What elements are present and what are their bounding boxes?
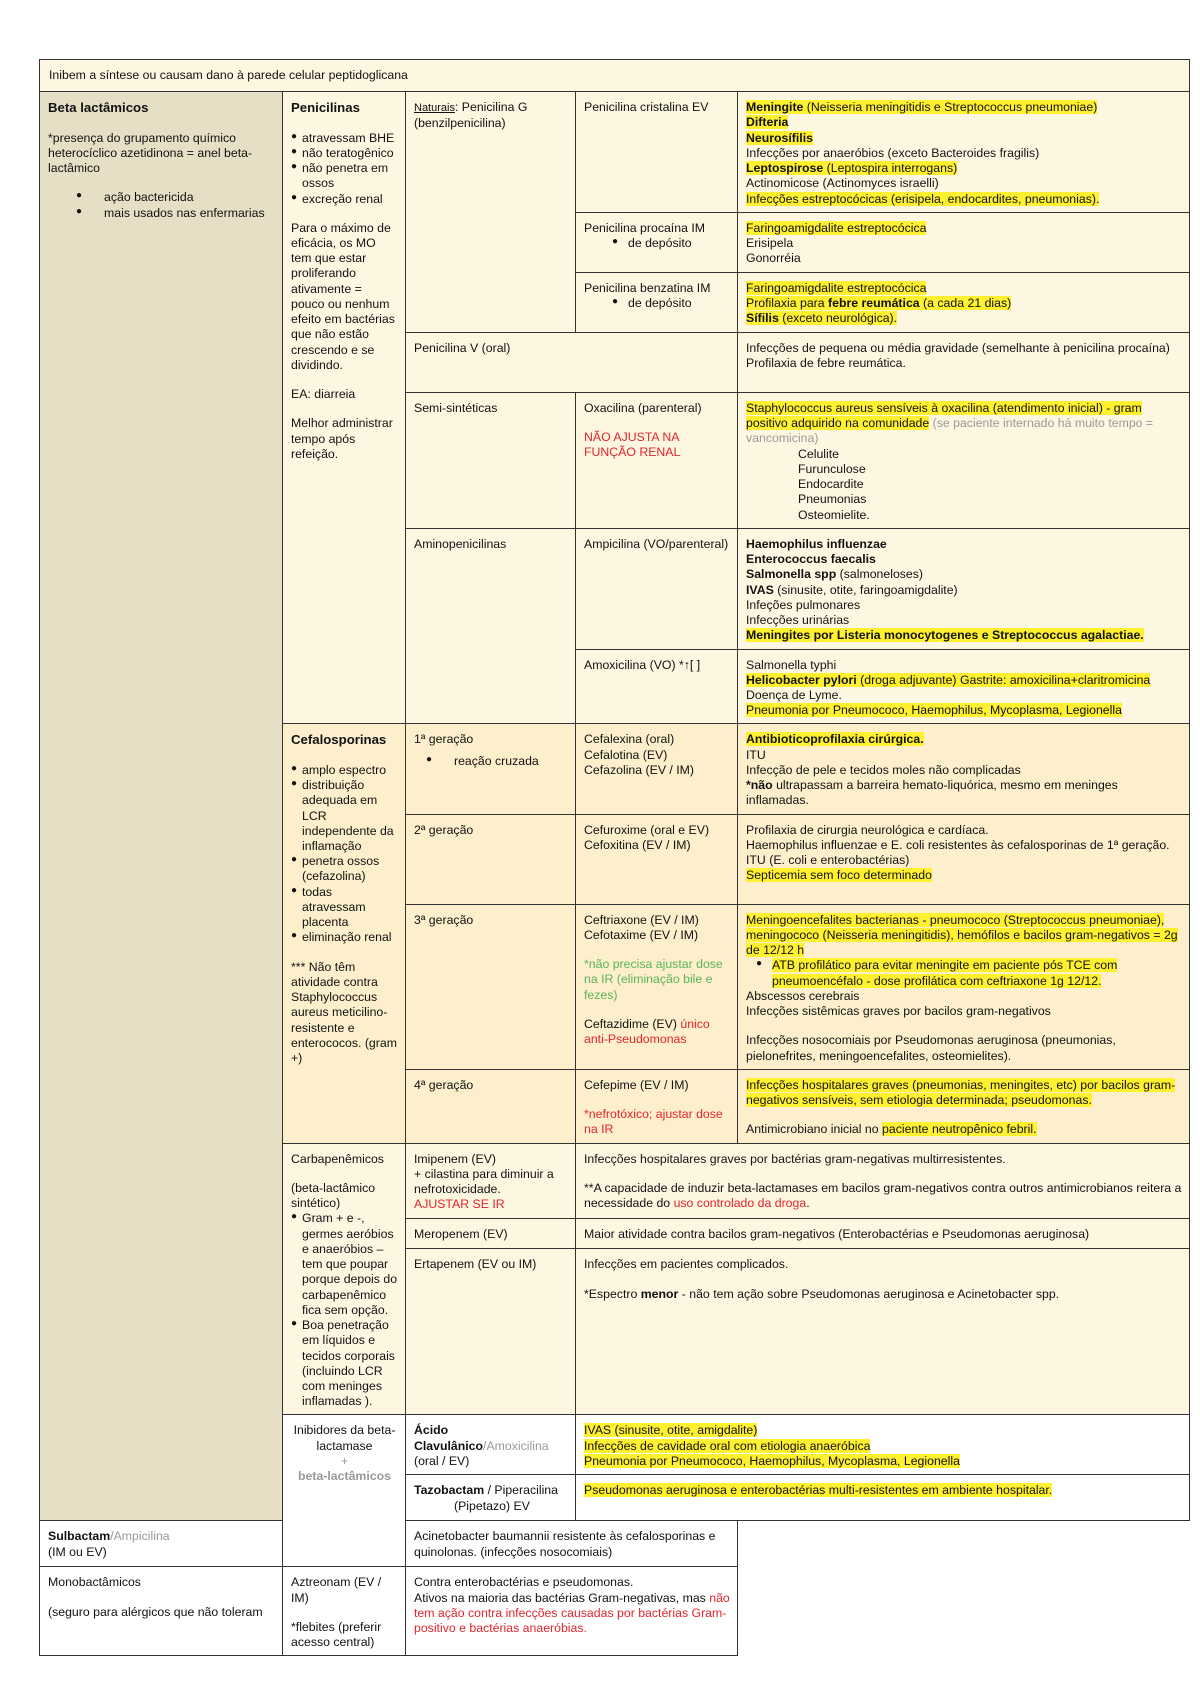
drug-note: (Pipetazo) EV: [454, 1498, 530, 1513]
indication-text: Haemophilus influenzae e E. coli resistentes às cefalosporinas de 1ª geração.: [746, 837, 1170, 852]
drug-cell: [576, 92, 738, 213]
indication-cell: [738, 212, 1190, 272]
drug-cell: [576, 272, 738, 332]
drug-cell: [406, 1249, 576, 1415]
drug-name: Ceftazidime (EV): [584, 1016, 681, 1031]
highlight-text: (a cada 21 dias): [919, 296, 1012, 311]
list-item: ● atravessam BHE: [291, 131, 398, 146]
indication-cell: [738, 528, 1190, 649]
table-row: [40, 92, 1190, 213]
highlight-text: Infecções hospitalares graves (pneumonias, meningites, etc) por bacilos gram-negativos sensíveis, sem etiologia determinada; pseudomonas.: [746, 1077, 1176, 1107]
drug-cell: [576, 1069, 738, 1143]
carbapenemicos-title: Carbapenêmicos: [291, 1151, 384, 1166]
indication-cell: [406, 1521, 738, 1567]
indication-cell: [738, 724, 1190, 814]
highlight-text: Difteria: [746, 115, 789, 130]
generation-cell: [406, 724, 576, 814]
highlight-text: Staphylococcus aureus sensíveis à oxacilina (atendimento inicial) - gram positivo adquirido na comunidade: [746, 400, 1142, 431]
drug-name: Cefuroxime (oral e EV): [584, 822, 710, 837]
header-cell: [40, 60, 1190, 92]
list-item: ● eliminação renal: [291, 930, 398, 945]
indication-text: Infecções sistêmicas graves por bacilos gram-negativos: [746, 1004, 1051, 1019]
drug-cell: [406, 1143, 576, 1218]
class-cell: [406, 392, 576, 528]
highlight-text: Sífilis: [746, 311, 779, 326]
naturais-label: Naturais: [414, 102, 455, 115]
indication-text: **A capacidade de induzir beta-lactamases em bacilos gram-negativos contra outros antimicrobianos reitera a necessidade do: [584, 1180, 1182, 1211]
drug-name: Cefazolina (EV / IM): [584, 762, 695, 777]
naturais-text: : Penicilina G (benzilpenicilina): [414, 100, 528, 130]
class-name: Aminopenicilinas: [414, 536, 507, 551]
indication-text: Actinomicose (Actinomyces israelli): [746, 176, 939, 191]
list-item: ● ação bactericida: [48, 190, 275, 205]
drug-name: Oxacilina (parenteral): [584, 400, 702, 415]
drug-note: (IM ou EV): [48, 1544, 107, 1559]
list-item: Celulite: [798, 446, 840, 461]
drug-cell: [576, 392, 738, 528]
drug-name: Penicilina benzatina IM: [584, 280, 711, 295]
highlight-text: Helicobacter pylori: [746, 672, 857, 687]
list-item: Osteomielite.: [798, 507, 870, 522]
highlight-text: Neurosífilis: [746, 130, 813, 145]
antibiotics-table: [39, 59, 1190, 1656]
generation-cell: [406, 904, 576, 1069]
list-item: Endocardite: [798, 477, 864, 492]
list-item: ● mais usados nas enfermarias: [48, 206, 275, 221]
beta-lactam-cell: [40, 92, 283, 1521]
indication-text: Profilaxia de febre reumática.: [746, 356, 906, 371]
warning-text: único anti-Pseudomonas: [584, 1016, 710, 1047]
indication-text: ITU (E. coli e enterobactérias): [746, 853, 910, 868]
generation-sublist: [398, 754, 568, 769]
highlight-text: Pseudomonas aeruginosa e enterobactérias multi-resistentes em ambiente hospitalar.: [584, 1483, 1053, 1498]
highlight-text: IVAS (sinusite, otite, amigdalite): [584, 1423, 758, 1438]
indication-text: Doença de Lyme.: [746, 687, 842, 702]
indication-text: *não: [746, 778, 773, 793]
penicilinas-cell: [283, 92, 406, 724]
drug-cell: [406, 1475, 576, 1521]
generation-name: 4ª geração: [414, 1077, 474, 1092]
indication-text: Maior atividade contra bacilos gram-negativos (Enterobactérias e Pseudomonas aeruginosa): [584, 1227, 1090, 1242]
drug-name: Ampicilina (VO/parenteral): [584, 536, 729, 551]
drug-sublist: [584, 296, 730, 311]
highlight-text: Profilaxia para: [746, 296, 829, 311]
generation-name: 1ª geração: [414, 732, 474, 747]
drug-name: Imipenem (EV): [414, 1151, 497, 1166]
indication-cell: [738, 392, 1190, 528]
inibidores-title: Inibidores da beta-lactamase: [293, 1423, 396, 1453]
indication-cell: [576, 1219, 1190, 1249]
list-item: ● excreção renal: [291, 192, 398, 207]
indication-text: - não tem ação sobre Pseudomonas aeruginosa e Acinetobacter spp.: [678, 1286, 1060, 1301]
highlight-text: ATB profilático para evitar meningite em paciente pós TCE com pneumoencéfalo - dose profilática com ceftriaxone 1g 12/12.: [772, 958, 1118, 988]
list-item: ● Gram + e -, germes aeróbios e anaeróbios – tem que poupar porque depois do carbapenêmico fica sem opção.: [291, 1211, 398, 1318]
list-item: ● não penetra em ossos: [291, 161, 398, 191]
indication-text: Infecções urinárias: [746, 613, 850, 628]
drug-name: Sulbactam: [48, 1529, 111, 1544]
indication-text: Ativos na maioria das bactérias Gram-negativas, mas: [414, 1590, 710, 1605]
grey-text: /Ampicilina: [110, 1529, 170, 1544]
penicilinas-ea: EA: diarreia: [291, 387, 356, 402]
indication-sublist: [728, 958, 1182, 988]
indication-cell: [576, 1475, 1190, 1521]
warning-text: NÃO AJUSTA NA FUNÇÃO RENAL: [584, 430, 681, 460]
grey-text: +: [340, 1453, 349, 1468]
list-item: ● não teratogênico: [291, 146, 398, 161]
highlight-text: Pneumonia por Pneumococo, Haemophilus, Mycoplasma, Legionella: [746, 703, 1122, 718]
highlight-text: Septicemia sem foco determinado: [746, 868, 932, 883]
list-item: Pneumonias: [798, 492, 867, 507]
cefalosporinas-note: *** Não têm atividade contra Staphylococcus aureus meticilino-resistente e enterococos. (gram +): [291, 959, 397, 1066]
highlight-text: Antibioticoprofilaxia cirúrgica.: [746, 732, 924, 747]
grey-text: /Amoxicilina: [483, 1438, 549, 1453]
highlight-text: paciente neutropênico febril.: [882, 1122, 1037, 1137]
indication-text: Infeções pulmonares: [746, 597, 861, 612]
drug-cell: [576, 212, 738, 272]
indication-text: Infecções hospitalares graves por bactérias gram-negativas multirresistentes.: [584, 1151, 1006, 1166]
inibidores-cell: [283, 1415, 406, 1567]
highlight-text: Meningites por Listeria monocytogenes e Streptococcus agalactiae.: [746, 628, 1144, 643]
indication-cell: [406, 1567, 738, 1656]
indication-text: .: [806, 1196, 810, 1211]
drug-name: Penicilina cristalina EV: [584, 100, 709, 115]
drug-cell: [576, 904, 738, 1069]
drug-cell: [576, 724, 738, 814]
naturais-cell: [406, 92, 576, 333]
drug-name: Cefalotina (EV): [584, 747, 668, 762]
indication-cell: [576, 1143, 1190, 1218]
list-item: ● penetra ossos (cefazolina): [291, 854, 398, 884]
penicilinas-list: [291, 131, 398, 207]
drug-cell: [40, 1521, 283, 1567]
highlight-text: Faringoamigdalite estreptocócica: [746, 280, 927, 295]
header-row: [40, 60, 1190, 92]
drug-cell: [406, 1219, 576, 1249]
grey-text: (se paciente internado há muito tempo = vancomicina): [746, 416, 1154, 446]
drug-note: *flebites (preferir acesso central): [291, 1619, 382, 1650]
highlight-text: Meningoencefalites bacterianas - pneumococo (Streptococcus pneumoniae), meningococo (Neisseria meningitidis), hemófilos e bacilos gram-negativos = 2g de 12/12 h: [746, 912, 1178, 958]
indication-text: IVAS: [746, 582, 774, 597]
drug-name: Cefoxitina (EV / IM): [584, 837, 691, 852]
cefalosporinas-title: Cefalosporinas: [291, 732, 387, 748]
indication-cell: [738, 272, 1190, 332]
warning-text: não tem ação contra infecções causadas por bactérias Gram-positivo e bactérias anaeróbias.: [414, 1590, 730, 1636]
highlight-text: Infecções de cavidade oral com etiologia anaeróbica: [584, 1438, 871, 1453]
highlight-text: Faringoamigdalite estreptocócica: [746, 220, 927, 235]
indication-cell: [738, 332, 1190, 392]
indication-text: Gonorréia: [746, 251, 801, 266]
drug-name: Penicilina procaína IM: [584, 220, 705, 235]
indication-text: Infecção de pele e tecidos moles não complicadas: [746, 762, 1021, 777]
highlight-text: (droga adjuvante) Gastrite: amoxicilina+claritromicina: [856, 672, 1151, 687]
indication-text: *Espectro: [584, 1286, 641, 1301]
header-text: Inibem a síntese ou causam dano à parede celular peptidoglicana: [49, 68, 408, 82]
drug-cell: [406, 332, 738, 392]
list-item: ● todas atravessam placenta: [291, 885, 398, 931]
grey-text: beta-lactâmicos: [298, 1469, 391, 1484]
cefalosporinas-list: [291, 763, 398, 946]
drug-cell: [576, 814, 738, 904]
highlight-text: Pneumonia por Pneumococo, Haemophilus, Mycoplasma, Legionella: [584, 1453, 960, 1468]
list-item: ● Boa penetração em líquidos e tecidos corporais (incluindo LCR com meninges inflamadas ).: [291, 1318, 398, 1409]
penicilinas-title: Penicilinas: [291, 100, 360, 116]
carbapenemicos-cell: [283, 1143, 406, 1415]
indication-text: Salmonella typhi: [746, 657, 837, 672]
penicilinas-tip: Melhor administrar tempo após refeição.: [291, 416, 393, 461]
indication-cell: [738, 814, 1190, 904]
list-item: ● distribuição adequada em LCR independente da inflamação: [291, 778, 398, 854]
list-item: ● de depósito: [584, 296, 730, 311]
drug-cell: [406, 1415, 576, 1475]
drug-name: Ertapenem (EV ou IM): [414, 1257, 537, 1272]
indication-text: Infecções de pequena ou média gravidade (semelhante à penicilina procaína): [746, 340, 1170, 355]
drug-cell: [283, 1567, 406, 1656]
highlight-text: febre reumática: [828, 296, 920, 311]
penicilinas-note: Para o máximo de eficácia, os MO tem que estar proliferando ativamente = pouco ou nenhum efeito em bactérias que não estão crescendo e se dividindo.: [291, 220, 395, 372]
drug-name: Cefepime (EV / IM): [584, 1077, 689, 1092]
list-item: ● reação cruzada: [398, 754, 568, 769]
generation-name: 2ª geração: [414, 822, 474, 837]
indication-text: Enterococcus faecalis: [746, 552, 876, 567]
drug-name: Ácido Clavulânico: [414, 1423, 484, 1453]
indication-text: Infecções por anaeróbios (exceto Bacteroides fragilis): [746, 145, 1040, 160]
cefalosporinas-cell: [283, 724, 406, 1143]
beta-list: [48, 190, 275, 220]
generation-cell: [406, 1069, 576, 1143]
indication-cell: [738, 92, 1190, 213]
carbapenemicos-list: [291, 1211, 398, 1409]
beta-title: Beta lactâmicos: [48, 100, 149, 116]
indication-text: Abscessos cerebrais: [746, 988, 860, 1003]
carbapenemicos-sub: (beta-lactâmico sintético): [291, 1180, 376, 1211]
table-row: [40, 1521, 1190, 1567]
highlight-text: (exceto neurológica).: [778, 311, 898, 326]
highlight-text: Leptospirose: [746, 161, 824, 176]
indication-text: Antimicrobiano inicial no: [746, 1122, 883, 1137]
drug-name: Meropenem (EV): [414, 1227, 508, 1242]
drug-name: Amoxicilina (VO) *↑[ ]: [584, 657, 701, 672]
beta-desc: *presença do grupamento químico heterocíclico azetidinona = anel beta-lactâmico: [48, 130, 253, 176]
highlight-text: (Leptospira interrogans): [823, 161, 958, 176]
indication-text: menor: [640, 1286, 679, 1301]
highlight-text: Meningite: [746, 100, 804, 115]
drug-note: (oral / EV): [414, 1453, 470, 1468]
indication-text: Acinetobacter baumannii resistente às cefalosporinas e quinolonas. (infecções nosocomiais): [414, 1529, 716, 1559]
drug-name: Tazobactam: [414, 1483, 485, 1498]
indication-cell: [738, 649, 1190, 724]
indication-text: ITU: [746, 747, 766, 762]
indication-text: Infecções nosocomiais por Pseudomonas aeruginosa (pneumonias, pielonefrites, meningoencefalites, osteomielites).: [746, 1033, 1116, 1063]
indication-cell: [738, 904, 1190, 1069]
indication-text: Infecções em pacientes complicados.: [584, 1257, 789, 1272]
drug-note: + cilastina para diminuir a nefrotoxicidade.: [414, 1166, 554, 1197]
generation-cell: [406, 814, 576, 904]
drug-name: Ceftriaxone (EV / IM): [584, 912, 699, 927]
drug-name: Aztreonam (EV / IM): [291, 1575, 382, 1605]
warning-text: uso controlado da droga: [673, 1196, 807, 1211]
indication-text: Contra enterobactérias e pseudomonas.: [414, 1575, 634, 1590]
indication-text: ultrapassam a barreira hemato-liquórica, mesmo em meninges inflamadas.: [746, 778, 1118, 808]
highlight-text: (Neisseria meningitidis e Streptococcus pneumoniae): [803, 100, 1098, 115]
highlight-text: Infecções estreptocócicas (erisipela, endocardites, pneumonias).: [746, 191, 1100, 206]
indication-text: Profilaxia de cirurgia neurológica e cardíaca.: [746, 822, 989, 837]
indication-text: Haemophilus influenzae: [746, 536, 887, 551]
drug-name: / Piperacilina: [484, 1483, 558, 1498]
list-item: ● amplo espectro: [291, 763, 398, 778]
table-row: [40, 1567, 1190, 1656]
monobactamicos-sub: (seguro para alérgicos que não toleram: [48, 1604, 263, 1619]
drug-cell: [576, 649, 738, 724]
generation-name: 3ª geração: [414, 912, 474, 927]
indication-text: Erisipela: [746, 236, 794, 251]
class-cell: [406, 528, 576, 724]
warning-text: *nefrotóxico; ajustar dose na IR: [584, 1106, 723, 1137]
list-item: Furunculose: [798, 461, 866, 476]
drug-name: Cefotaxime (EV / IM): [584, 927, 699, 942]
monobactamicos-cell: [40, 1567, 283, 1656]
warning-text: AJUSTAR SE IR: [414, 1197, 505, 1212]
monobactamicos-title: Monobactâmicos: [48, 1575, 141, 1590]
indication-cell: [576, 1415, 1190, 1475]
indication-text: Salmonella spp: [746, 567, 837, 582]
list-item: ● de depósito: [584, 236, 730, 251]
drug-cell: [576, 528, 738, 649]
indication-text: (sinusite, otite, faringoamigdalite): [773, 582, 958, 597]
drug-name: Penicilina V (oral): [414, 340, 511, 355]
indication-text: (salmoneloses): [836, 567, 924, 582]
class-name: Semi-sintéticas: [414, 400, 498, 415]
green-note: *não precisa ajustar dose na IR (eliminação bile e fezes): [584, 957, 723, 1002]
indication-cell: [576, 1249, 1190, 1415]
drug-name: Cefalexina (oral): [584, 732, 675, 747]
indication-cell: [738, 1069, 1190, 1143]
drug-sublist: [584, 236, 730, 251]
